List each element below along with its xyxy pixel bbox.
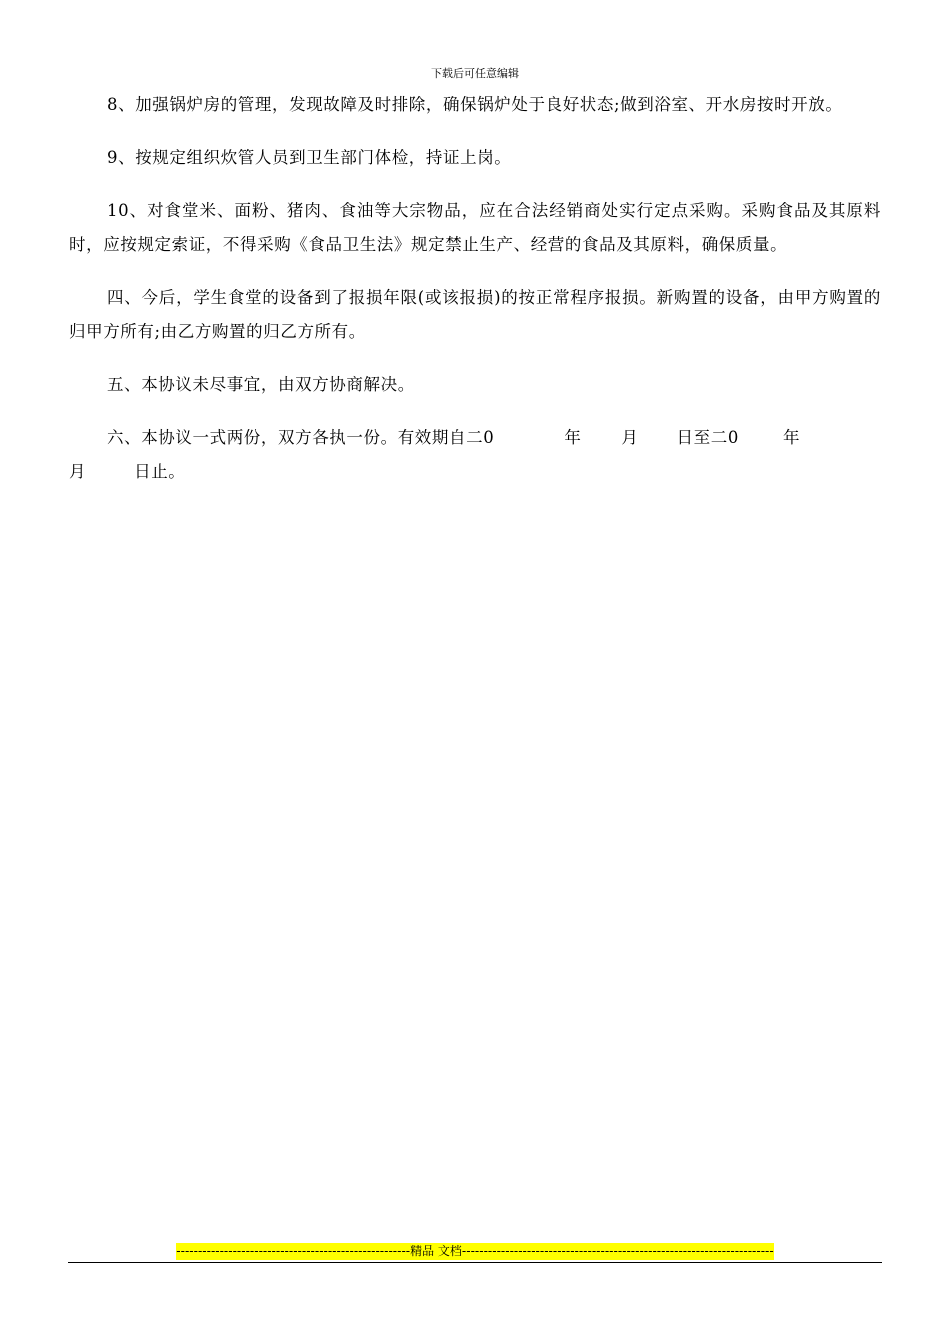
validity-lead-text: 六、本协议一式两份，双方各执一份。有效期自二0: [107, 428, 495, 447]
validity-day-end: 日止。: [134, 462, 186, 481]
validity-month-start: 月: [621, 428, 639, 447]
paragraph-item-8: 8、加强锅炉房的管理，发现故障及时排除，确保锅炉处于良好状态;做到浴室、开水房按时开放。: [107, 95, 843, 114]
footer-divider: [68, 1262, 882, 1263]
paragraph-item-9: 9、按规定组织炊管人员到卫生部门体检，持证上岗。: [107, 148, 512, 167]
paragraph-section-six: [69, 421, 881, 489]
validity-day-to: 日至二0: [676, 428, 739, 447]
document-body: [69, 88, 881, 508]
paragraph-section-five: 五、本协议未尽事宜，由双方协商解决。: [107, 375, 415, 394]
footer: [0, 1243, 950, 1261]
validity-month-end: 月: [69, 462, 87, 481]
footer-highlight-text: ------------------------------------------------------精品 文档------------------------------------------------------------------------: [176, 1244, 774, 1258]
paragraph-item-10: 10、对食堂米、面粉、猪肉、食油等大宗物品，应在合法经销商处实行定点采购。采购食品及其原料时，应按规定索证，不得采购《食品卫生法》规定禁止生产、经营的食品及其原料，确保质量。: [69, 201, 881, 254]
validity-year-start: 年: [564, 428, 582, 447]
paragraph-section-four: 四、今后，学生食堂的设备到了报损年限(或该报损)的按正常程序报损。新购置的设备，由甲方购置的归甲方所有;由乙方购置的归乙方所有。: [69, 288, 881, 341]
validity-year-end: 年: [782, 428, 801, 447]
header-note: 下载后可任意编辑: [431, 67, 519, 80]
